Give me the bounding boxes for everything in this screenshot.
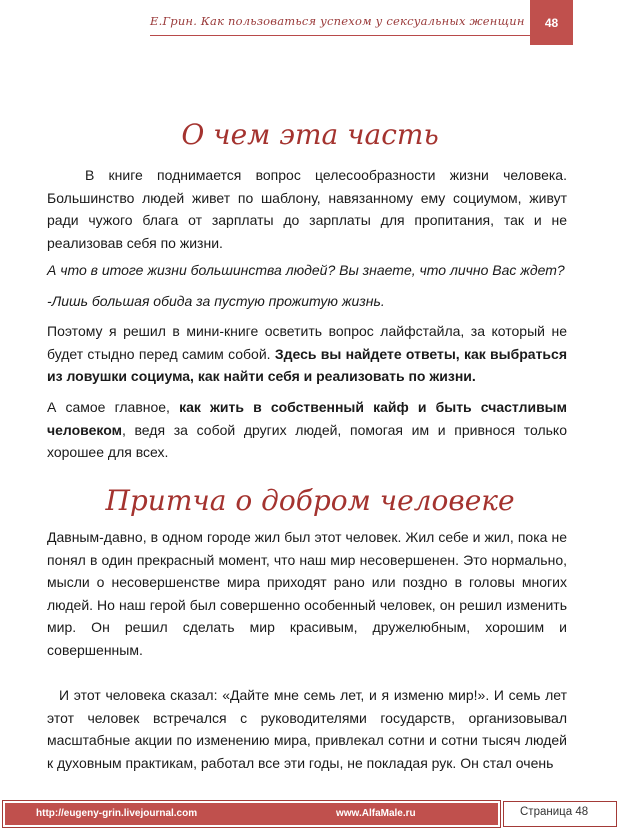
paragraph-lifestyle	[47, 320, 567, 388]
header-divider	[150, 35, 530, 36]
section-heading-about: О чем эта часть	[181, 118, 439, 151]
footer-page-label: Страница 48	[520, 806, 589, 818]
paragraph-parable-2-text: И этот человека сказал: «Дайте мне семь лет, и я изменю мир!». И семь лет этот человек встречался с руководителями государств, организовывал масштабные акции по изменению мира, привлекал сотни и сотни тысяч людей к духовным практикам, работал все эти годы, не покладая рук. Он стал очень	[47, 687, 567, 771]
paragraph-parable-2	[47, 684, 567, 774]
paragraph-question: А что в итоге жизни большинства людей? Вы знаете, что лично Вас ждет?	[47, 262, 565, 278]
footer-url-link[interactable]: http://eugeny-grin.livejournal.com	[36, 808, 198, 819]
paragraph-lifestyle-bold: Здесь вы найдете ответы, как выбраться из ловушки социума, как найти себя и реализовать по жизни.	[47, 345, 567, 384]
section-heading-parable: Притча о добром человеке	[105, 484, 515, 517]
running-header: Е.Грин. Как пользоваться успехом у сексуальных женщин	[150, 14, 525, 28]
page-number-badge: 48	[530, 0, 573, 45]
paragraph-lifestyle-text: Поэтому я решил в мини-книге осветить вопрос лайфстайла, за который не будет стыдно перед самим собой.	[47, 323, 567, 362]
paragraph-main-point-text: А самое главное,	[47, 399, 180, 415]
paragraph-main-point-bold: как жить в собственный кайф и быть счастливым человеком	[47, 399, 567, 438]
paragraph-parable-1: Давным-давно, в одном городе жил был этот человек. Жил себе и жил, пока не понял в один прекрасный момент, что наш мир несовершенен. Это нормально, мысли о несовершенстве мира приходят рано или поздно в головы многих людей. Но наш герой был совершенно особенный человек, он решил изменить мир. Он решил сделать мир красивым, дружелюбным, хорошим и совершенным.	[47, 529, 567, 658]
paragraph-intro-text: В книге поднимается вопрос целесообразности жизни человека. Большинство людей живет по шаблону, навязанному ему социумом, живут ради чужого блага от зарплаты до зарплаты для пропитания, так и не реализовав себя по жизни.	[47, 167, 567, 251]
paragraph-main-point	[47, 396, 567, 464]
paragraph-intro	[47, 164, 567, 254]
footer-site-link[interactable]: www.AlfaMale.ru	[336, 808, 416, 819]
paragraph-main-point-tail: , ведя за собой других людей, помогая им и привнося только хорошее для всех.	[47, 421, 567, 460]
paragraph-answer: -Лишь большая обида за пустую прожитую жизнь.	[47, 293, 385, 309]
